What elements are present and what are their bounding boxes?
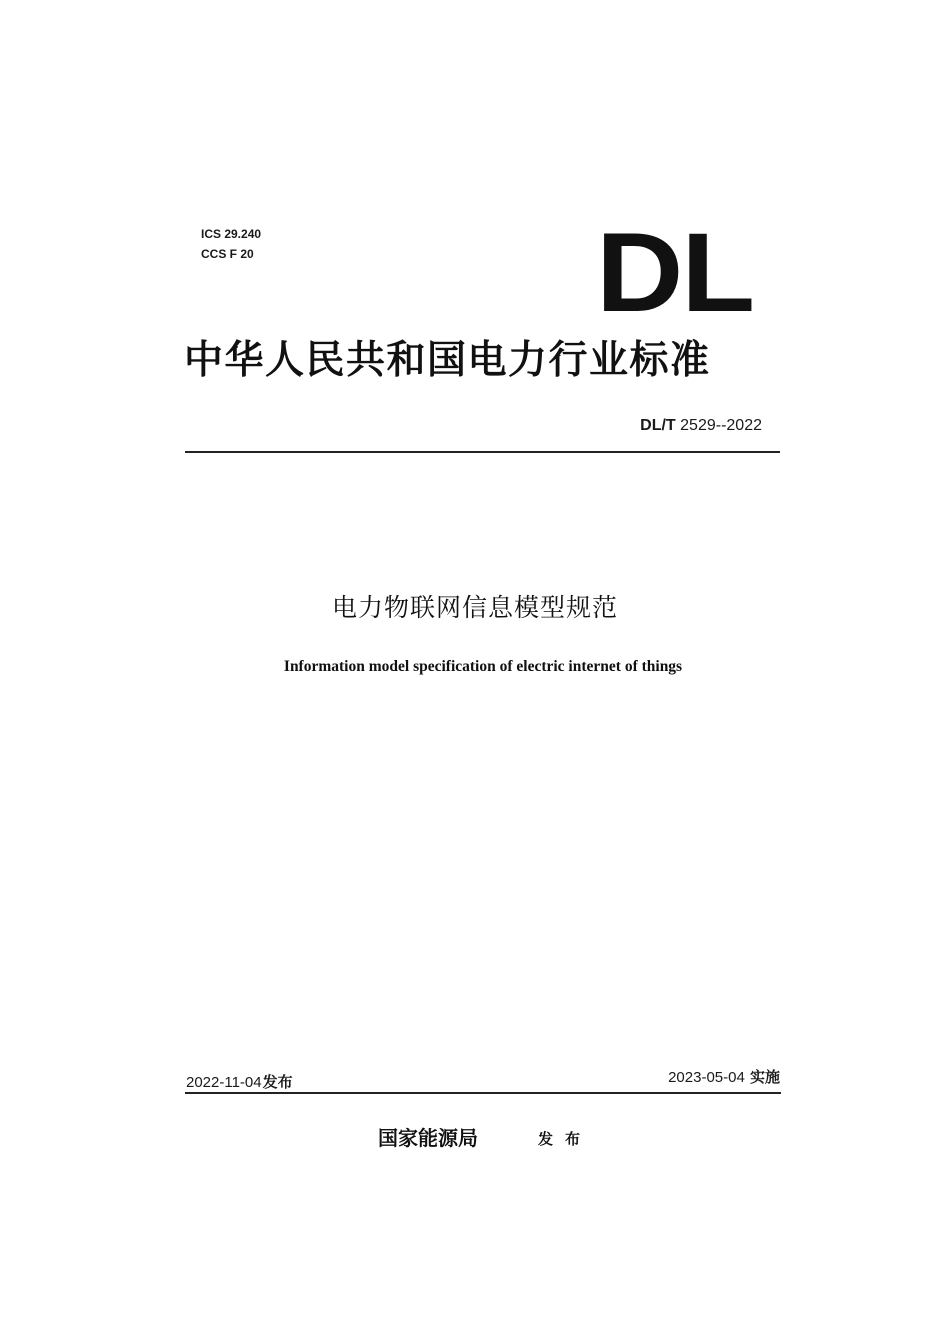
issue-date-value: 2022-11-04 <box>186 1074 262 1091</box>
issuer-action: 发布 <box>538 1130 593 1148</box>
issue-date-suffix: 发布 <box>262 1074 293 1091</box>
title-chinese: 电力物联网信息模型规范 <box>331 593 618 622</box>
org-title: 中华人民共和国电力行业标准 <box>184 338 711 383</box>
ics-code: ICS 29.240 <box>201 227 262 241</box>
issue-date <box>186 1073 293 1093</box>
implementation-date <box>668 1068 780 1088</box>
ccs-code: CCS F 20 <box>201 247 254 261</box>
standard-prefix: DL/T <box>640 417 676 434</box>
header-divider <box>185 451 780 453</box>
dl-logo: DL <box>596 210 753 335</box>
issuer-name: 国家能源局 <box>378 1126 478 1150</box>
title-english: Information model specification of electric internet of things <box>283 658 683 675</box>
implementation-date-value: 2023-05-04 <box>668 1069 745 1086</box>
implementation-date-suffix: 实施 <box>749 1069 780 1086</box>
footer-divider <box>185 1092 781 1094</box>
standard-code: 2529--2022 <box>680 417 762 434</box>
classification-codes <box>201 224 261 264</box>
standard-number <box>560 415 762 437</box>
